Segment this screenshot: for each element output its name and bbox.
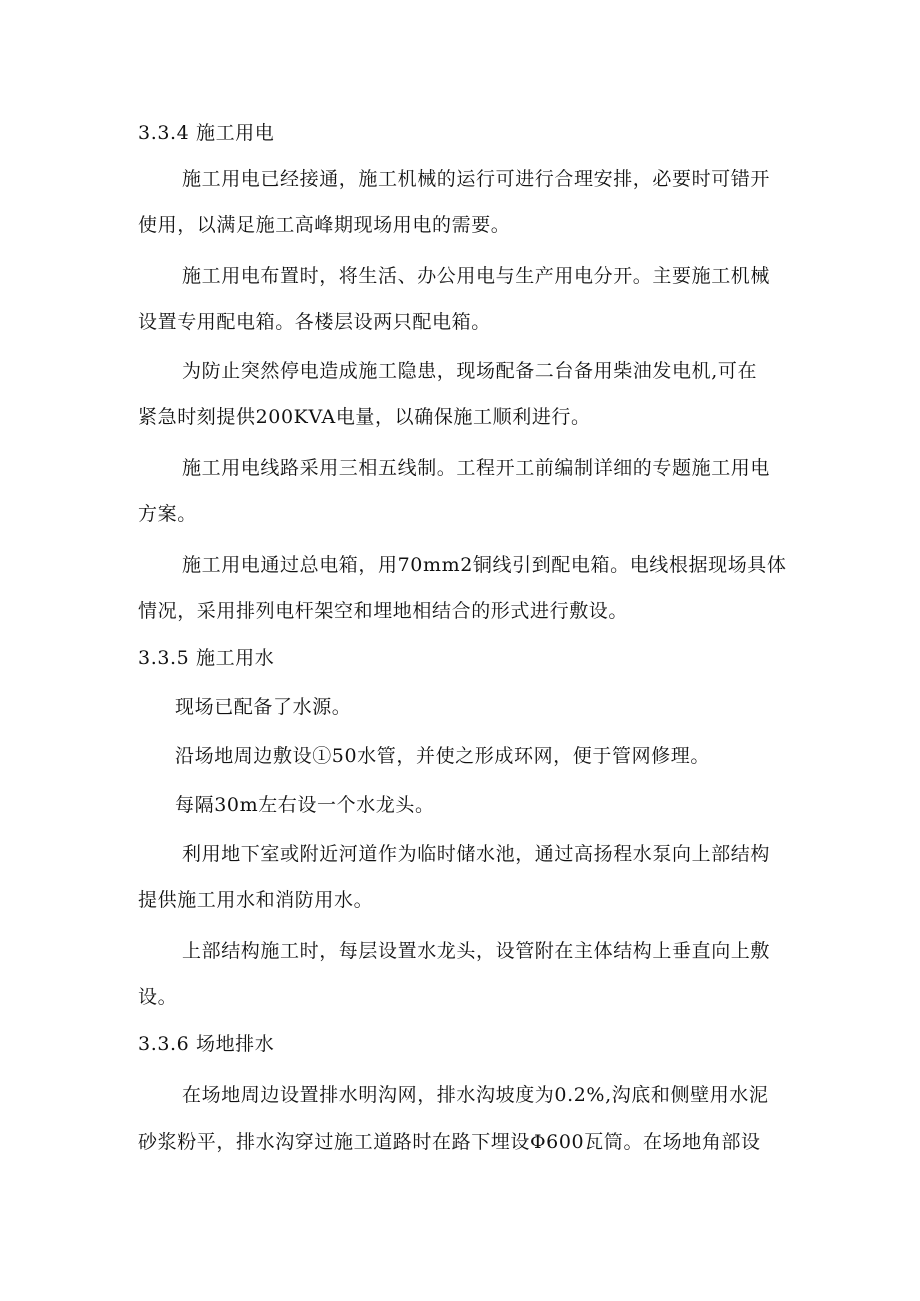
paragraph-line: 提供施工用水和消防用水。 bbox=[138, 889, 374, 911]
paragraph-line: 使用，以满足施工高峰期现场用电的需要。 bbox=[138, 214, 511, 236]
paragraph-line: 沿场地周边敷设①50水管，并使之形成环网，便于管网修理。 bbox=[175, 745, 710, 767]
paragraph-line: 情况，采用排列电杆架空和埋地相结合的形式进行敷设。 bbox=[138, 600, 629, 622]
paragraph-line: 施工用电已经接通，施工机械的运行可进行合理安排，必要时可错开 bbox=[182, 168, 771, 190]
paragraph-line: 上部结构施工时，每层设置水龙头，设管附在主体结构上垂直向上敷 bbox=[182, 940, 771, 962]
paragraph-line: 施工用电布置时，将生活、办公用电与生产用电分开。主要施工机械 bbox=[182, 265, 771, 287]
paragraph-line: 紧急时刻提供200KVA电量，以确保施工顺利进行。 bbox=[138, 406, 591, 428]
section-heading-3-3-4: 3.3.4 施工用电 bbox=[138, 122, 275, 144]
paragraph-line: 在场地周边设置排水明沟网，排水沟坡度为0.2%,沟底和侧壁用水泥 bbox=[182, 1084, 769, 1106]
paragraph-line: 设置专用配电箱。各楼层设两只配电箱。 bbox=[138, 311, 491, 333]
paragraph-line: 施工用电通过总电箱，用70mm2铜线引到配电箱。电线根据现场具体 bbox=[182, 554, 787, 576]
paragraph-line: 施工用电线路采用三相五线制。工程开工前编制详细的专题施工用电 bbox=[182, 457, 771, 479]
paragraph-line: 每隔30m左右设一个水龙头。 bbox=[175, 794, 435, 816]
paragraph-line: 利用地下室或附近河道作为临时储水池，通过高扬程水泵向上部结构 bbox=[182, 843, 771, 865]
paragraph-line: 方案。 bbox=[138, 503, 197, 525]
paragraph-line: 现场已配备了水源。 bbox=[175, 696, 352, 718]
paragraph-line: 砂浆粉平，排水沟穿过施工道路时在路下埋设Φ600瓦筒。在场地角部设 bbox=[138, 1131, 761, 1153]
section-heading-3-3-6: 3.3.6 场地排水 bbox=[138, 1033, 275, 1055]
paragraph-line: 为防止突然停电造成施工隐患，现场配备二台备用柴油发电机,可在 bbox=[182, 360, 758, 382]
paragraph-line: 设。 bbox=[138, 986, 178, 1008]
section-heading-3-3-5: 3.3.5 施工用水 bbox=[138, 647, 275, 669]
